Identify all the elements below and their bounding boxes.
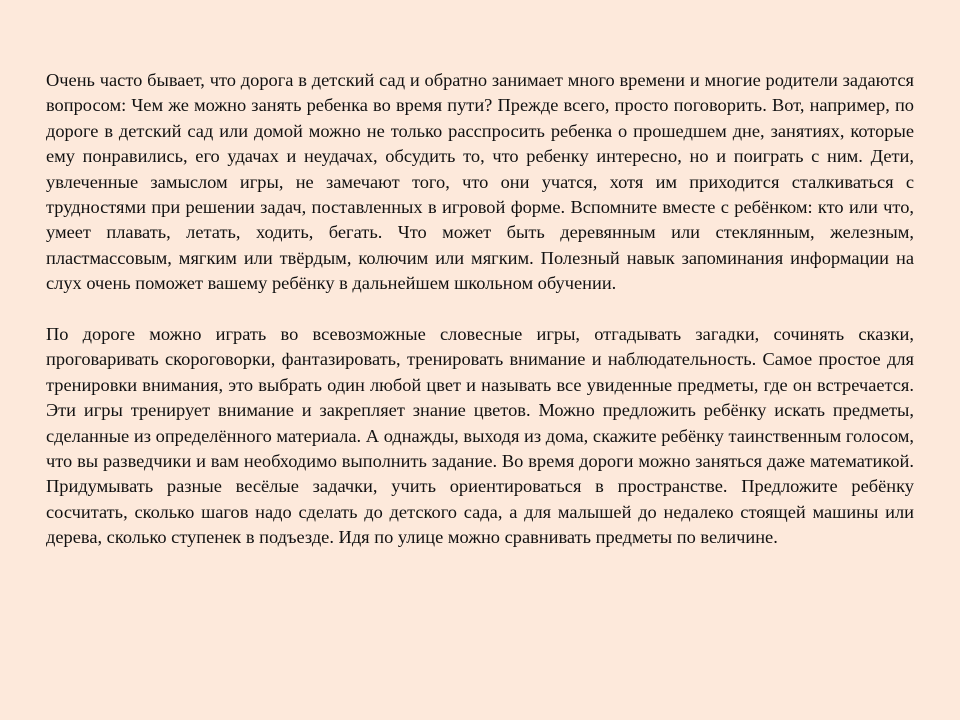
paragraph-2: По дороге можно играть во всевозможные словесные игры, отгадывать загадки, сочинять сказки, проговаривать скороговорки, фантазировать, тренировать внимание и наблюдательность. Самое простое для тренировки внимания, это выбрать один любой цвет и называть все увиденные предметы, где он встречается. Эти игры тренирует внимание и закрепляет знание цветов. Можно предложить ребёнку искать предметы, сделанные из определённого материала. А однажды, выходя из дома, скажите ребёнку таинственным голосом, что вы разведчики и вам необходимо выполнить задание. Во время дороги можно заняться даже математикой. Придумывать разные весёлые задачки, учить ориентироваться в пространстве. Предложите ребёнку сосчитать, сколько шагов надо сделать до детского сада, а для малышей до недалеко стоящей машины или дерева, сколько ступенек в подъезде. Идя по улице можно сравнивать предметы по величине. [46, 324, 914, 548]
paragraph-1: Очень часто бывает, что дорога в детский сад и обратно занимает много времени и многие родители задаются вопросом: Чем же можно занять ребенка во время пути? Прежде всего, просто поговорить. Вот, например, по дороге в детский сад или домой можно не только расспросить ребенка о прошедшем дне, занятиях, которые ему понравились, его удачах и неудачах, обсудить то, что ребенку интересно, но и поиграть с ним. Дети, увлеченные замыслом игры, не замечают того, что они учатся, хотя им приходится сталкиваться с трудностями при решении задач, поставленных в игровой форме. Вспомните вместе с ребёнком: кто или что, умеет плавать, летать, ходить, бегать. Что может быть деревянным или стеклянным, железным, пластмассовым, мягким или твёрдым, колючим или мягким. Полезный навык запоминания информации на слух очень поможет вашему ребёнку в дальнейшем школьном обучении. [46, 70, 914, 294]
slide-text-body [46, 68, 914, 551]
paragraph-gap [46, 297, 914, 322]
